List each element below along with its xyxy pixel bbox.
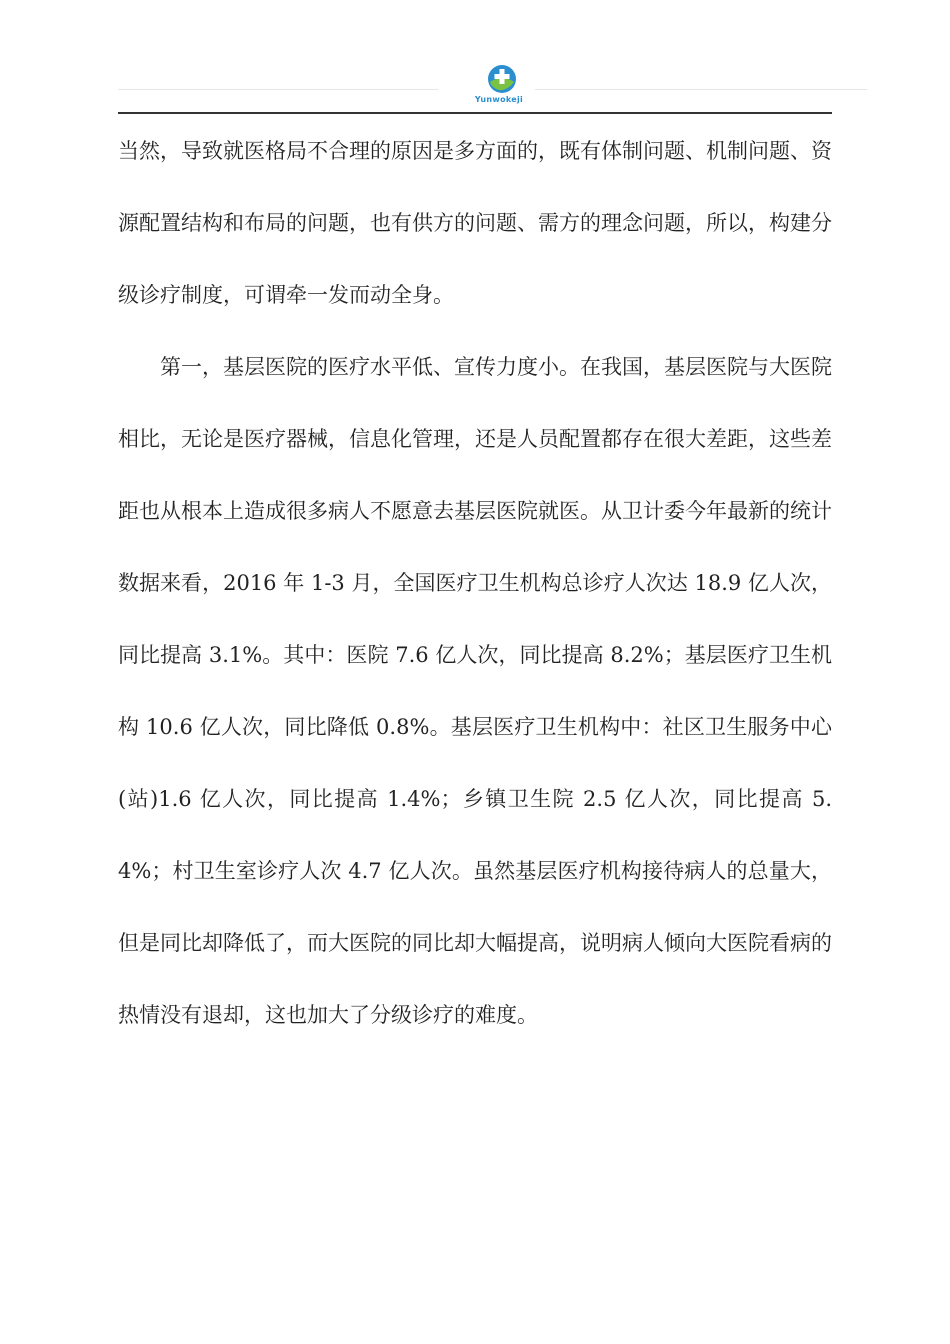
header-rule-right [535, 89, 867, 90]
page-header [0, 0, 950, 120]
cross-circle-logo-icon [487, 64, 517, 94]
paragraph-first-point: 第一，基层医院的医疗水平低、宣传力度小。在我国，基层医院与大医院相比，无论是医疗器械，信息化管理，还是人员配置都存在很大差距，这些差距也从根本上造成很多病人不愿意去基层医院就医。从卫计委今年最新的统计数据来看，2016 年 1-3 月，全国医疗卫生机构总诊疗人次达 18.9 亿人次，同比提高 3.1%。其中：医院 7.6 亿人次，同比提高 8.2%；基层医疗卫生机构 10.6 亿人次，同比降低 0.8%。基层医疗卫生机构中：社区卫生服务中心(站)1.6 亿人次，同比提高 1.4%；乡镇卫生院 2.5 亿人次，同比提高 5.4%；村卫生室诊疗人次 4.7 亿人次。虽然基层医疗机构接待病人的总量大，但是同比却降低了，而大医院的同比却大幅提高，说明病人倾向大医院看病的热情没有退却，这也加大了分级诊疗的难度。 [118, 355, 832, 1027]
paragraph-intro: 当然，导致就医格局不合理的原因是多方面的，既有体制问题、机制问题、资源配置结构和布局的问题，也有供方的问题、需方的理念问题，所以，构建分级诊疗制度，可谓牵一发而动全身。 [118, 139, 832, 307]
document-body [118, 115, 832, 1051]
company-logo [462, 64, 542, 108]
header-rule-left [118, 89, 438, 90]
header-rule [118, 112, 832, 114]
logo-text: Yunwokeji [474, 95, 524, 104]
